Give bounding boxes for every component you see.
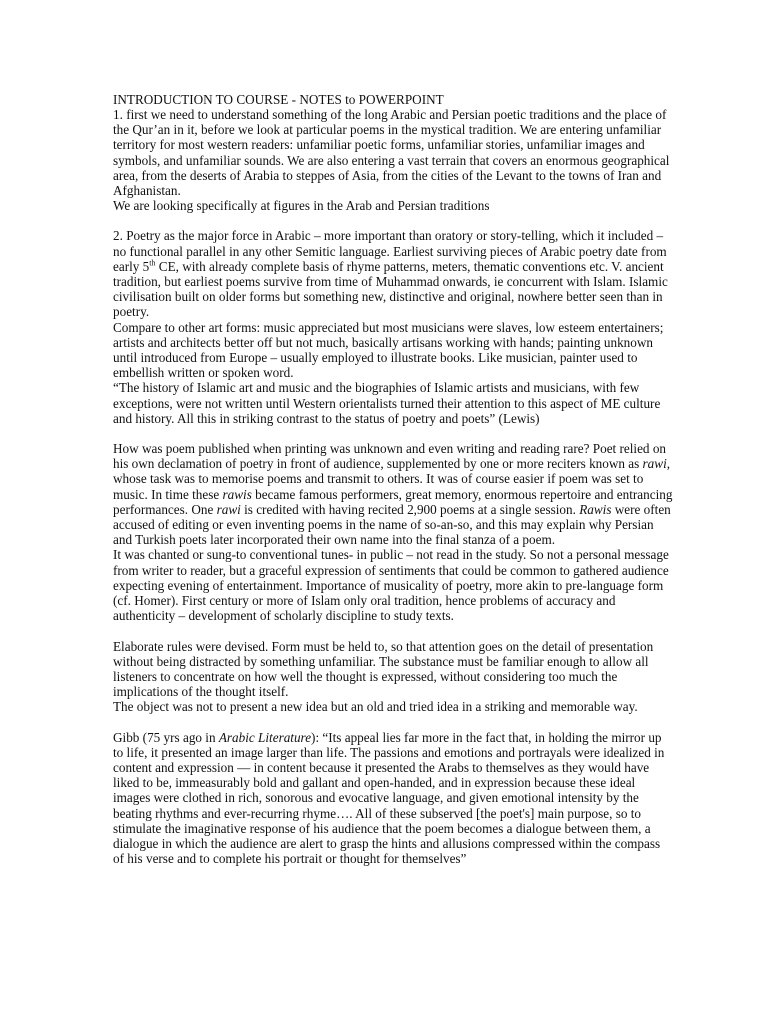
document-title: INTRODUCTION TO COURSE - NOTES to POWERPOINT — [113, 92, 444, 107]
italic-term: rawi — [642, 456, 667, 472]
paragraph-gap — [113, 715, 673, 730]
superscript: th — [149, 258, 156, 268]
italic-term: rawi — [216, 501, 241, 517]
paragraph-focus: We are looking specifically at figures in the Arab and Persian traditions — [113, 198, 490, 214]
italic-term: Rawis — [579, 501, 612, 517]
paragraph-other-arts: Compare to other art forms: music appreciated but most musicians were slaves, low esteem entertainers; artists and architects better off but not much, basically artisans working with hands; painting unknown until introduced from Europe – usually employed to illustrate books. Like musician, painter used to embellish written or spoken word. — [113, 319, 664, 381]
text-run: is credited with having recited 2,900 poems at a single session. — [240, 501, 580, 517]
text-run: CE, with already complete basis of rhyme patterns, meters, thematic conventions etc. V. ancient tradition, but earliest poems survive from time of Muhammad onwards, ie concurrent with Islam. Islamic civilisation built on older forms but something new, distinctive and original, nowhere better seen than in poetry. — [113, 258, 668, 320]
paragraph-gap — [113, 624, 673, 639]
paragraph-publication — [113, 441, 673, 547]
paragraph-object: The object was not to present a new idea but an old and tried idea in a striking and memorable way. — [113, 699, 638, 715]
paragraph-gibb-quote — [113, 730, 673, 867]
text-run: , whose task was to memorise poems and transmit to others. It was of course easier if poem was set to music. In time these — [113, 456, 671, 502]
paragraph-rules: Elaborate rules were devised. Form must be held to, so that attention goes on the detail of presentation without being distracted by something unfamiliar. The substance must be familiar enough to allow all listeners to concentrate on how well the thought is expressed, without considering too much the implications of the thought itself. — [113, 638, 654, 700]
paragraph-poetry-force — [113, 228, 673, 319]
text-run: ): “Its appeal lies far more in the fact that, in holding the mirror up to life, it presented an image larger than life. The passions and emotions and portrayals were idealized in content and expression — in content because it presented the Arabs to themselves as they would have liked to be, immeasurably bold and gallant and open-handed, and in expression because these ideal images were clothed in rich, sonorous and evocative language, and given emotional intensity by the beating rhythms and ever-recurring rhyme…. All of these subserved [the poet's] main purpose, so to stimulate the imaginative response of his audience that the poem becomes a dialogue between them, a dialogue in which the audience are alert to grasp the hints and allusions compressed within the compass of his verse and to complete his portrait or thought for themselves” — [113, 729, 665, 867]
text-run: Gibb (75 yrs ago in — [113, 729, 219, 745]
paragraph-gap — [113, 426, 673, 441]
italic-term: rawis — [222, 486, 252, 502]
text-run: 2. Poetry as the major force in Arabic – more important than oratory or story-telling, which it included – no functional parallel in any other Semitic language. Earliest surviving pieces of Arabic poetry date from early 5 — [113, 228, 667, 274]
paragraph-gap — [113, 213, 673, 228]
paragraph-lewis-quote: “The history of Islamic art and music and the biographies of Islamic artists and musicians, with few exceptions, were not written until Western orientalists turned their attention to this aspect of ME culture and history. All this in striking contrast to the status of poetry and poets” (Lewis) — [113, 380, 661, 426]
italic-title: Arabic Literature — [218, 729, 312, 745]
text-run: became famous performers, great memory, enormous repertoire and entrancing performances. One — [113, 486, 673, 517]
paragraph-chanted: It was chanted or sung-to conventional tunes- in public – not read in the study. So not a personal message from writer to reader, but a graceful expression of sentiments that could be common to gathered audience expecting evening of entertainment. Importance of musicality of poetry, more akin to pre-language form (cf. Homer). First century or more of Islam only oral tradition, hence problems of accuracy and authenticity – development of scholarly discipline to study texts. — [113, 547, 669, 624]
text-run: were often accused of editing or even inventing poems in the name of so-an-so, and this may explain why Persian and Turkish poets later incorporated their own name into the final stanza of a poem. — [113, 501, 671, 548]
paragraph-intro: 1. first we need to understand something of the long Arabic and Persian poetic traditions and the place of the Qur’an in it, before we look at particular poems in the mystical tradition. We are entering unfamiliar territory for most western readers: unfamiliar poetic forms, unfamiliar stories, unfamiliar images and symbols, and unfamiliar sounds. We are also entering a vast terrain that covers an enormous geographical area, from the deserts of Arabia to steppes of Asia, from the cities of the Levant to the towns of Iran and Afghanistan. — [113, 107, 670, 199]
text-run: How was poem published when printing was unknown and even writing and reading rare? Poet relied on his own declamation of poetry in front of audience, supplemented by one or more reciters known as — [113, 441, 667, 472]
